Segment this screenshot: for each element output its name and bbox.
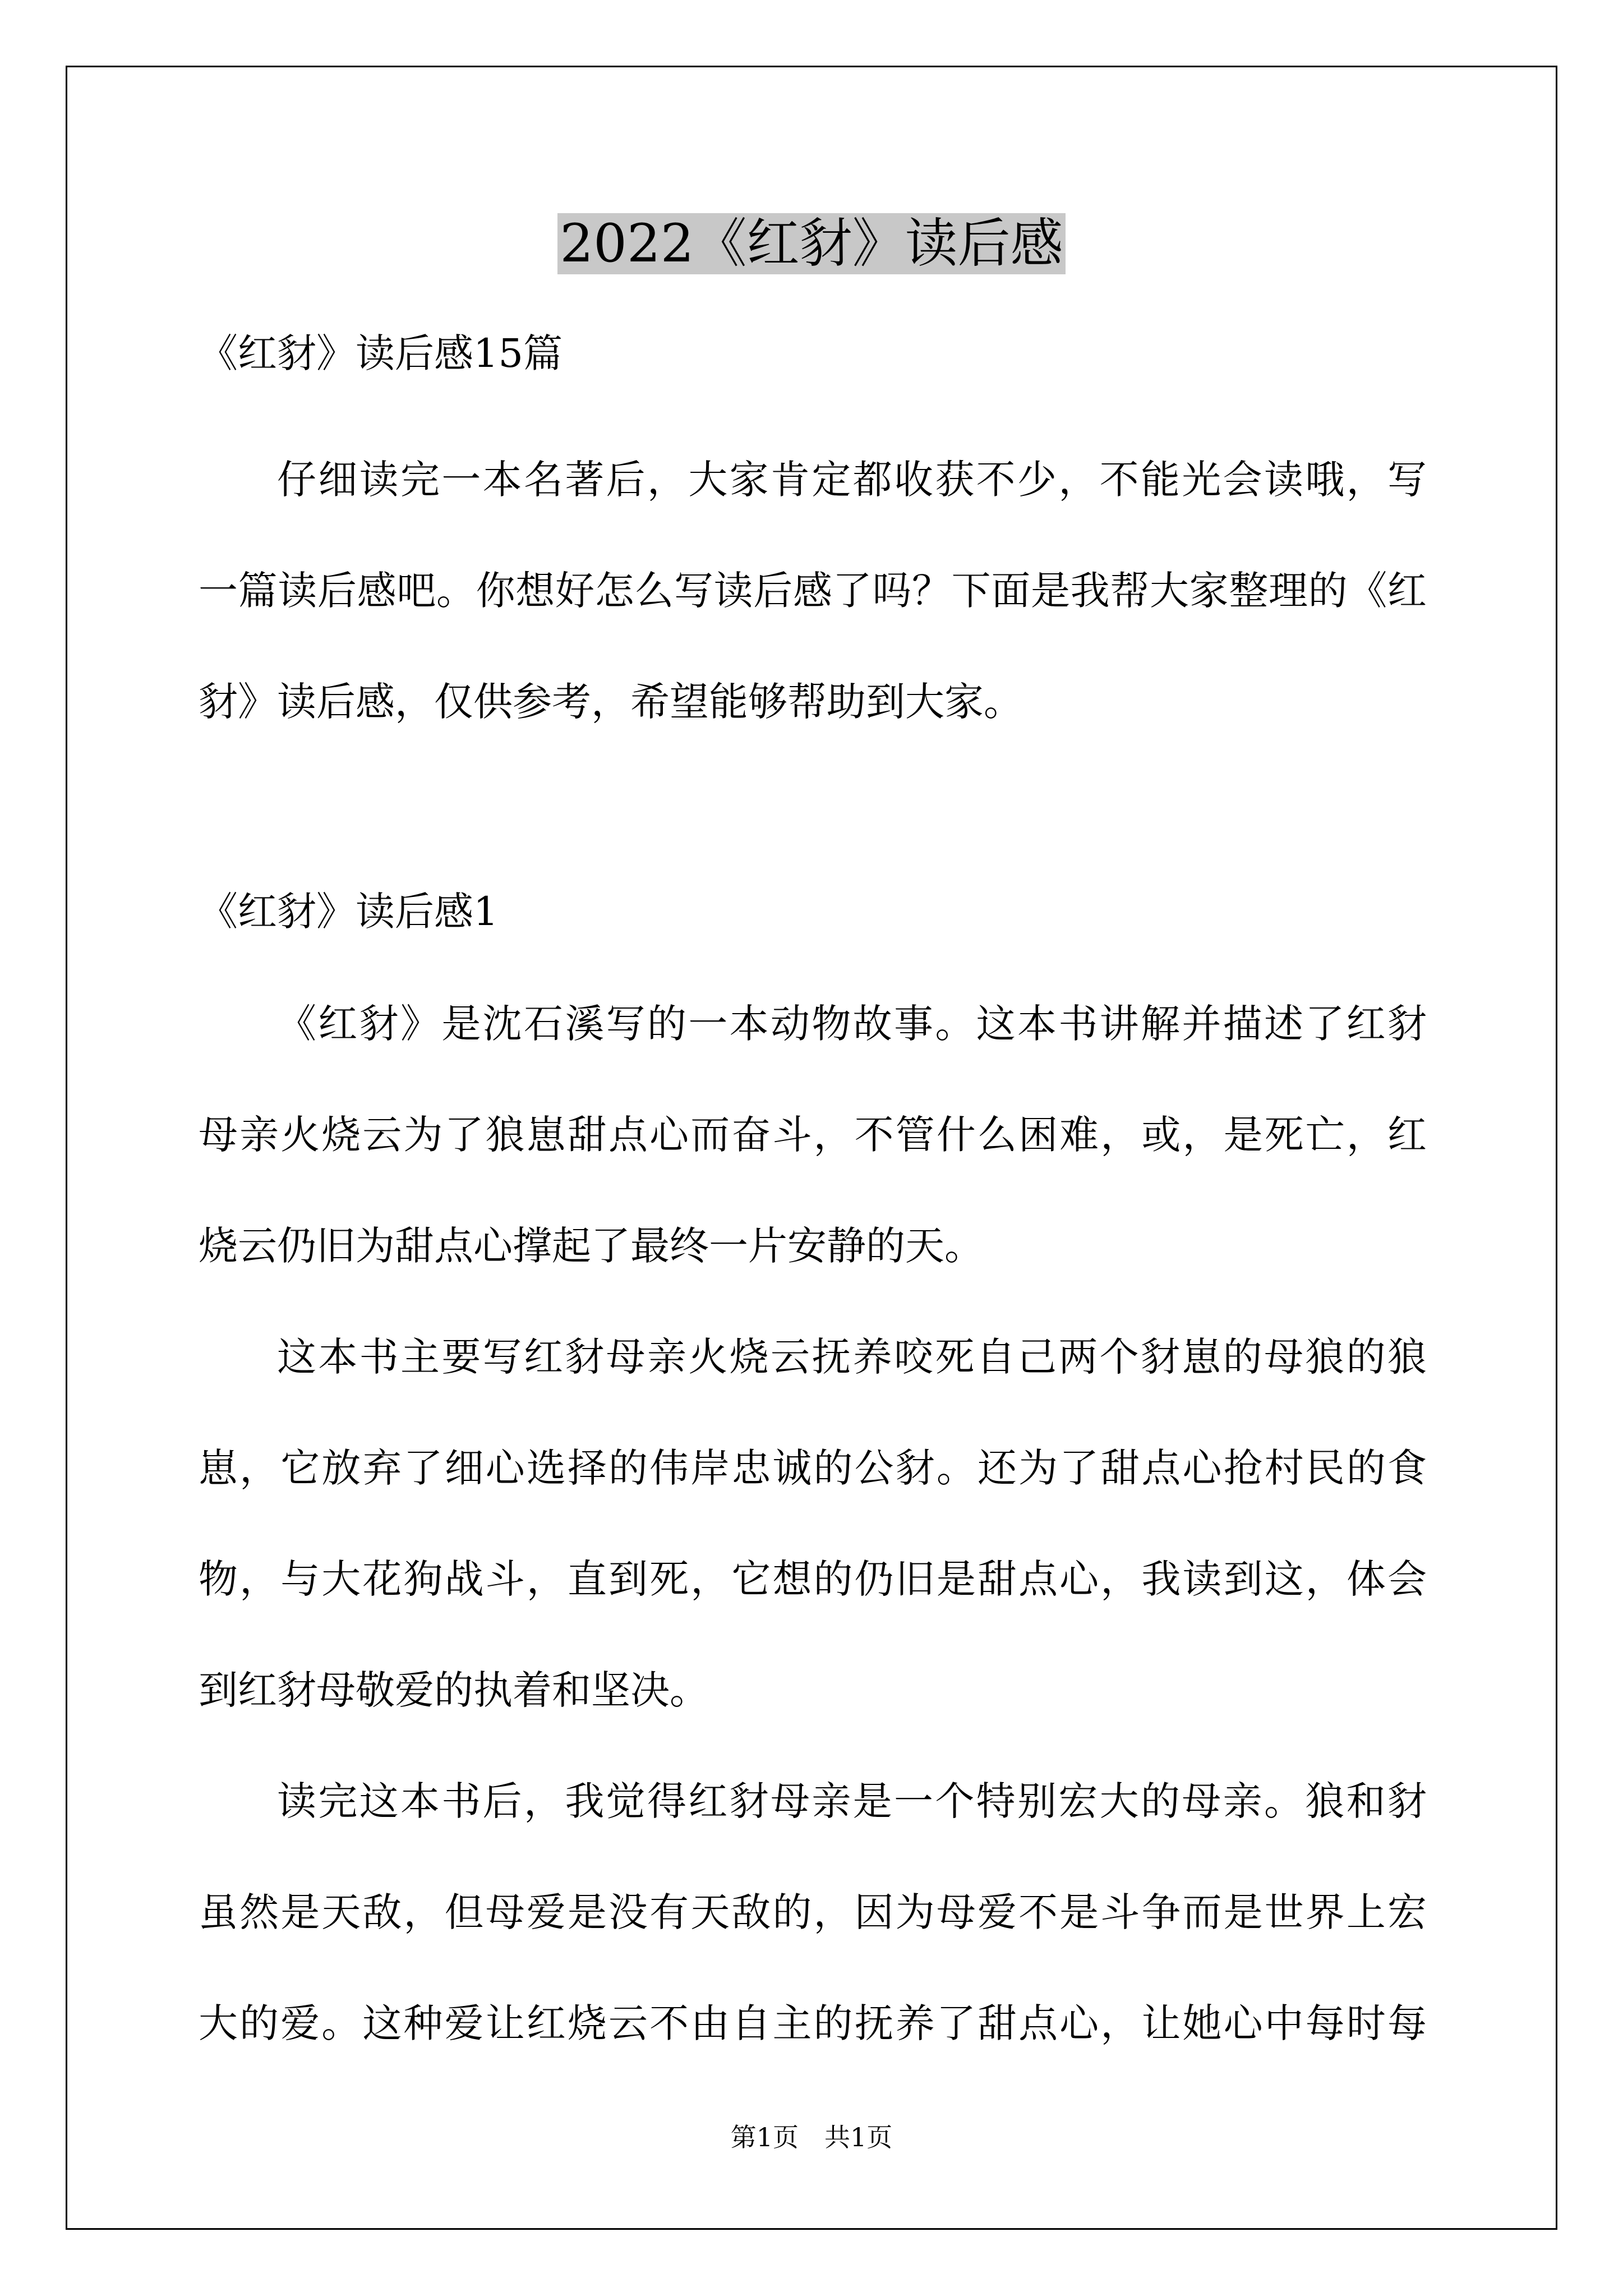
para1-line-1: 《红豺》是沈石溪写的一本动物故事。这本书讲解并描述了红豺 — [277, 1001, 1427, 1047]
para1-line-3: 烧云仍旧为甜点心撑起了最终一片安静的天。 — [199, 1223, 984, 1269]
para2-line-2: 崽，它放弃了细心选择的伟岸忠诚的公豺。还为了甜点心抢村民的食 — [199, 1445, 1427, 1491]
para1-line-2: 母亲火烧云为了狼崽甜点心而奋斗，不管什么困难，或，是死亡，红 — [199, 1112, 1427, 1158]
para3-line-2: 虽然是天敌，但母爱是没有天敌的，因为母爱不是斗争而是世界上宏 — [199, 1889, 1427, 1935]
page-number: 第1页 — [730, 2122, 799, 2152]
para3-line-1: 读完这本书后，我觉得红豺母亲是一个特别宏大的母亲。狼和豺 — [277, 1778, 1427, 1824]
section-heading: 《红豺》读后感1 — [199, 889, 499, 935]
intro-line-3: 豺》读后感，仅供参考，希望能够帮助到大家。 — [199, 679, 1023, 725]
intro-line-2: 一篇读后感吧。你想好怎么写读后感了吗？下面是我帮大家整理的《红 — [199, 568, 1427, 614]
subtitle: 《红豺》读后感15篇 — [199, 330, 563, 376]
para3-line-3: 大的爱。这种爱让红烧云不由自主的抚养了甜点心，让她心中每时每 — [199, 2000, 1427, 2046]
page-total: 共1页 — [824, 2122, 893, 2152]
intro-line-1: 仔细读完一本名著后，大家肯定都收获不少，不能光会读哦，写 — [277, 457, 1427, 503]
page-footer — [0, 2120, 1623, 2154]
para2-line-4: 到红豺母敬爱的执着和坚决。 — [199, 1667, 709, 1713]
para2-line-3: 物，与大花狗战斗，直到死，它想的仍旧是甜点心，我读到这，体会 — [199, 1556, 1427, 1602]
document-title: 2022《红豺》读后感 — [0, 210, 1623, 278]
para2-line-1: 这本书主要写红豺母亲火烧云抚养咬死自己两个豺崽的母狼的狼 — [277, 1334, 1427, 1380]
